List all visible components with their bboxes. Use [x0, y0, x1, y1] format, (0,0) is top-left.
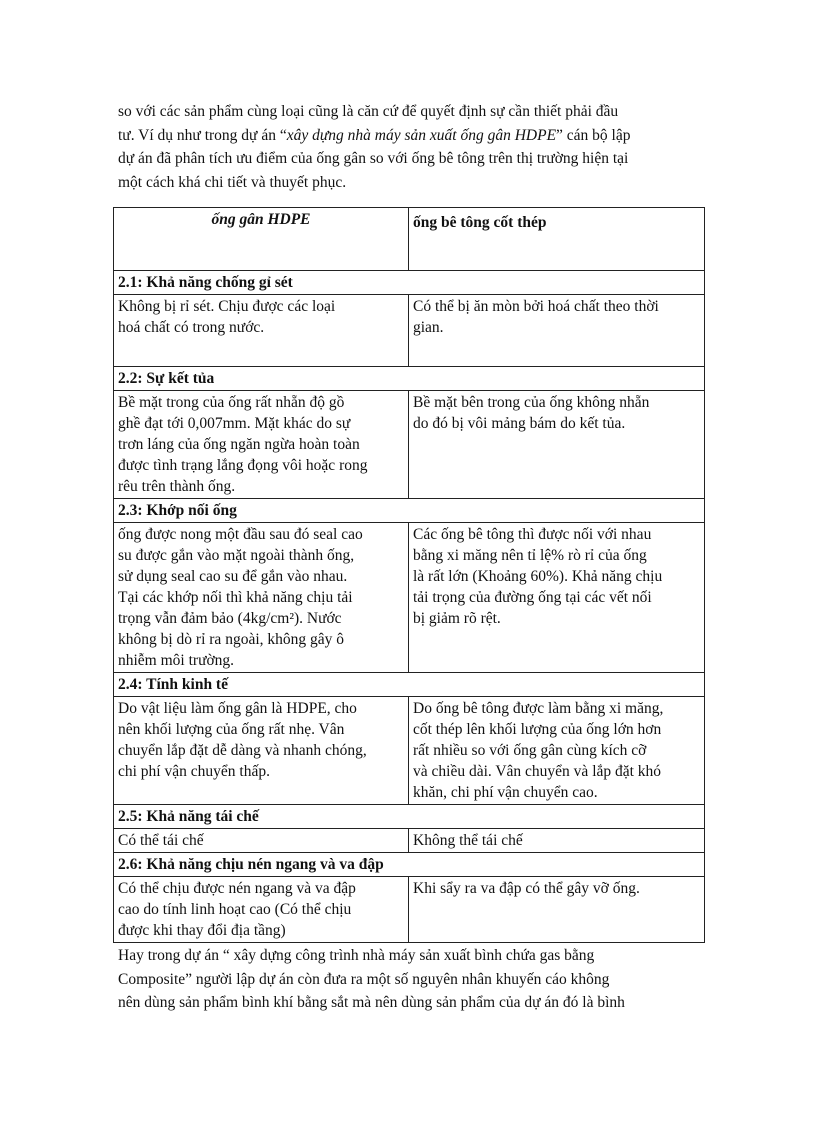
- cell-line: được tình trạng lắng đọng vôi hoặc rong: [118, 457, 368, 474]
- project-name-italic: xây dựng nhà máy sản xuất ống gân HDPE: [286, 126, 557, 144]
- cell-line: khăn, chi phí vận chuyển cao.: [413, 784, 598, 801]
- cell-line: rất nhiều so với ống gân cùng kích cỡ: [413, 742, 647, 759]
- cell-line: nên khối lượng của ống rất nhẹ. Vân: [118, 721, 345, 738]
- intro-line: một cách khá chi tiết và thuyết phục.: [118, 173, 347, 191]
- intro-text: tư. Ví dụ như trong dự án “: [118, 126, 287, 144]
- section-title: 2.3: Khớp nối ống: [114, 499, 705, 523]
- header-cell-hdpe: ống gân HDPE: [114, 208, 409, 271]
- cell-line: gian.: [413, 319, 444, 336]
- concrete-cell: [409, 523, 705, 673]
- section-row: [114, 673, 705, 697]
- section-row: [114, 499, 705, 523]
- cell-line: cốt thép lên khối lượng của ống lớn hơn: [413, 721, 662, 738]
- cell-line: sử dụng seal cao su để gắn vào nhau.: [118, 568, 348, 585]
- outro-paragraph: [118, 944, 698, 1015]
- table-row: [114, 391, 705, 499]
- hdpe-cell: [114, 295, 409, 367]
- cell-line: Khi sẩy ra va đập có thể gây vỡ ống.: [413, 880, 640, 897]
- cell-line: Không thể tái chế: [413, 832, 523, 849]
- section-row: [114, 853, 705, 877]
- cell-line: ghề đạt tới 0,007mm. Mặt khác do sự: [118, 415, 351, 432]
- outro-line: Hay trong dự án “ xây dựng công trình nhà máy sản xuất bình chứa gas bằng: [118, 947, 595, 964]
- cell-line: Các ống bê tông thì được nối với nhau: [413, 526, 652, 543]
- table-header-row: [114, 208, 705, 271]
- cell-line: trọng vẫn đảm bảo (4kg/cm²). Nước: [118, 610, 342, 627]
- cell-line: Bề mặt bên trong của ống không nhẵn: [413, 394, 650, 411]
- cell-line: do đó bị vôi mảng bám do kết tủa.: [413, 415, 626, 432]
- cell-line: cao do tính linh hoạt cao (Có thể chịu: [118, 901, 352, 918]
- cell-line: và chiều dài. Vân chuyển và lắp đặt khó: [413, 763, 662, 780]
- cell-line: ống được nong một đầu sau đó seal cao: [118, 526, 363, 543]
- cell-line: su được gắn vào mặt ngoài thành ống,: [118, 547, 355, 564]
- header-cell-concrete: ống bê tông cốt thép: [409, 208, 705, 271]
- cell-line: Tại các khớp nối thì khả năng chịu tải: [118, 589, 353, 606]
- concrete-cell: [409, 877, 705, 943]
- cell-line: là rất lớn (Khoảng 60%). Khả năng chịu: [413, 568, 663, 585]
- outro-line: nên dùng sản phẩm bình khí bằng sắt mà nên dùng sản phẩm của dự án đó là bình: [118, 994, 625, 1011]
- cell-line: trơn láng của ống ngăn ngừa hoàn toàn: [118, 436, 360, 453]
- concrete-cell: [409, 829, 705, 853]
- comparison-table: [113, 207, 705, 943]
- hdpe-cell: [114, 523, 409, 673]
- cell-line: Do ống bê tông được làm bằng xi măng,: [413, 700, 664, 717]
- hdpe-cell: [114, 391, 409, 499]
- hdpe-cell: [114, 697, 409, 805]
- cell-line: chuyển lắp đặt dễ dàng và nhanh chóng,: [118, 742, 367, 759]
- cell-line: Có thể bị ăn mòn bởi hoá chất theo thời: [413, 298, 659, 315]
- table-row: [114, 523, 705, 673]
- intro-line: so với các sản phẩm cùng loại cũng là căn cứ để quyết định sự cần thiết phải đầu: [118, 103, 619, 120]
- cell-line: tải trọng của đường ống tại các vết nối: [413, 589, 652, 606]
- section-title: 2.4: Tính kinh tế: [114, 673, 705, 697]
- table-row: [114, 697, 705, 805]
- table-row: [114, 829, 705, 853]
- section-title: 2.6: Khả năng chịu nén ngang và va đập: [114, 853, 705, 877]
- cell-line: Không bị rỉ sét. Chịu được các loại: [118, 298, 336, 315]
- outro-line: Composite” người lập dự án còn đưa ra một số nguyên nhân khuyến cáo không: [118, 970, 610, 988]
- table-row: [114, 877, 705, 943]
- intro-line: [118, 124, 698, 148]
- cell-line: bằng xi măng nên tỉ lệ% rò rỉ của ống: [413, 547, 647, 564]
- cell-line: hoá chất có trong nước.: [118, 319, 265, 336]
- intro-text: ” cán bộ lập: [556, 126, 631, 144]
- cell-line: nhiễm môi trường.: [118, 652, 235, 669]
- hdpe-cell: [114, 877, 409, 943]
- cell-line: Có thể tái chế: [118, 832, 204, 849]
- table-row: [114, 295, 705, 367]
- section-title: 2.1: Khả năng chống gỉ sét: [114, 271, 705, 295]
- cell-line: bị giảm rõ rệt.: [413, 610, 501, 627]
- concrete-cell: [409, 295, 705, 367]
- section-row: [114, 367, 705, 391]
- section-title: 2.5: Khả năng tái chế: [114, 805, 705, 829]
- hdpe-cell: [114, 829, 409, 853]
- cell-line: không bị dò rỉ ra ngoài, không gây ô: [118, 631, 345, 648]
- concrete-cell: [409, 391, 705, 499]
- section-title: 2.2: Sự kết tủa: [114, 367, 705, 391]
- intro-line: dự án đã phân tích ưu điểm của ống gân so với ống bê tông trên thị trường hiện tại: [118, 150, 629, 167]
- cell-line: Bề mặt trong của ống rất nhẵn độ gồ: [118, 394, 345, 411]
- cell-line: chi phí vận chuyển thấp.: [118, 763, 270, 780]
- cell-line: được khi thay đổi địa tầng): [118, 922, 286, 939]
- cell-line: rêu trên thành ống.: [118, 478, 236, 495]
- intro-paragraph: [118, 100, 698, 194]
- cell-line: Do vật liệu làm ống gân là HDPE, cho: [118, 700, 357, 717]
- cell-line: Có thể chịu được nén ngang và va đập: [118, 880, 356, 897]
- section-row: [114, 271, 705, 295]
- concrete-cell: [409, 697, 705, 805]
- section-row: [114, 805, 705, 829]
